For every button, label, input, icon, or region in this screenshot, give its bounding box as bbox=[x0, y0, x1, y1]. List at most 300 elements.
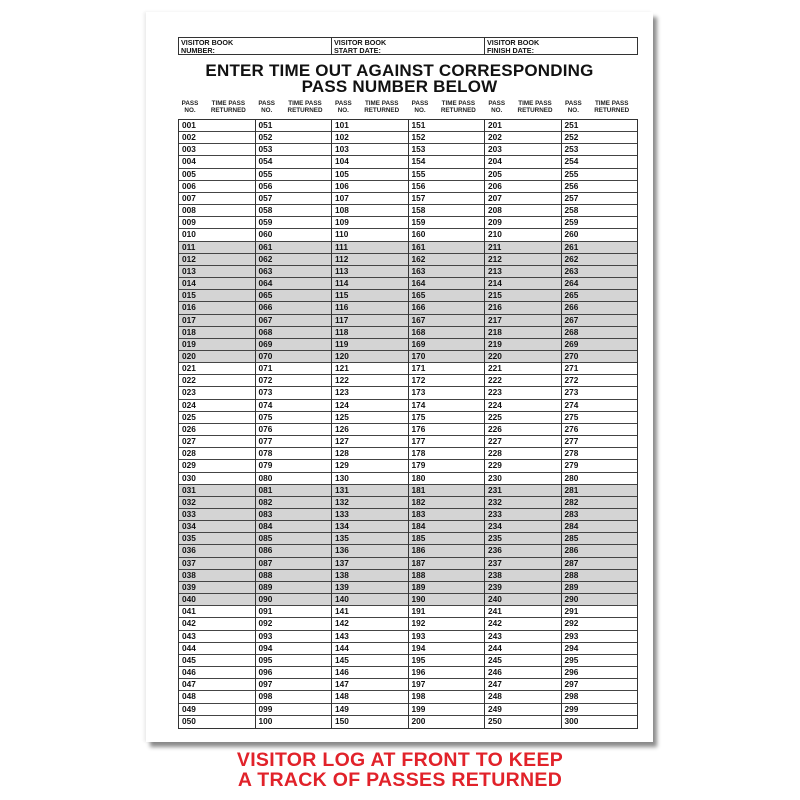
table-row[interactable]: 055 bbox=[256, 169, 332, 181]
table-row[interactable]: 156 bbox=[409, 181, 485, 193]
table-row[interactable]: 077 bbox=[256, 436, 332, 448]
table-row[interactable]: 181 bbox=[409, 485, 485, 497]
table-row[interactable]: 006 bbox=[179, 181, 255, 193]
table-row[interactable]: 031 bbox=[179, 485, 255, 497]
table-row[interactable]: 273 bbox=[562, 387, 638, 399]
table-row[interactable]: 110 bbox=[332, 229, 408, 241]
table-row[interactable]: 140 bbox=[332, 594, 408, 606]
table-row[interactable]: 186 bbox=[409, 545, 485, 557]
table-row[interactable]: 032 bbox=[179, 497, 255, 509]
table-row[interactable]: 179 bbox=[409, 460, 485, 472]
table-row[interactable]: 182 bbox=[409, 497, 485, 509]
table-row[interactable]: 017 bbox=[179, 315, 255, 327]
table-row[interactable]: 144 bbox=[332, 643, 408, 655]
table-row[interactable]: 128 bbox=[332, 448, 408, 460]
table-row[interactable]: 052 bbox=[256, 132, 332, 144]
table-row[interactable]: 075 bbox=[256, 412, 332, 424]
table-row[interactable]: 119 bbox=[332, 339, 408, 351]
table-row[interactable]: 298 bbox=[562, 691, 638, 703]
table-row[interactable]: 170 bbox=[409, 351, 485, 363]
table-row[interactable]: 104 bbox=[332, 156, 408, 168]
table-row[interactable]: 047 bbox=[179, 679, 255, 691]
table-row[interactable]: 172 bbox=[409, 375, 485, 387]
table-row[interactable]: 174 bbox=[409, 400, 485, 412]
table-row[interactable]: 007 bbox=[179, 193, 255, 205]
table-row[interactable]: 139 bbox=[332, 582, 408, 594]
table-row[interactable]: 279 bbox=[562, 460, 638, 472]
table-row[interactable]: 127 bbox=[332, 436, 408, 448]
table-row[interactable]: 053 bbox=[256, 144, 332, 156]
table-row[interactable]: 248 bbox=[485, 691, 561, 703]
table-row[interactable]: 189 bbox=[409, 582, 485, 594]
table-row[interactable]: 177 bbox=[409, 436, 485, 448]
table-row[interactable]: 246 bbox=[485, 667, 561, 679]
table-row[interactable]: 126 bbox=[332, 424, 408, 436]
table-row[interactable]: 155 bbox=[409, 169, 485, 181]
table-row[interactable]: 196 bbox=[409, 667, 485, 679]
table-row[interactable]: 184 bbox=[409, 521, 485, 533]
table-row[interactable]: 286 bbox=[562, 545, 638, 557]
table-row[interactable]: 056 bbox=[256, 181, 332, 193]
table-row[interactable]: 146 bbox=[332, 667, 408, 679]
table-row[interactable]: 299 bbox=[562, 704, 638, 716]
table-row[interactable]: 114 bbox=[332, 278, 408, 290]
table-row[interactable]: 026 bbox=[179, 424, 255, 436]
table-row[interactable]: 097 bbox=[256, 679, 332, 691]
table-row[interactable]: 244 bbox=[485, 643, 561, 655]
table-row[interactable]: 199 bbox=[409, 704, 485, 716]
table-row[interactable]: 203 bbox=[485, 144, 561, 156]
table-row[interactable]: 008 bbox=[179, 205, 255, 217]
table-row[interactable]: 021 bbox=[179, 363, 255, 375]
table-row[interactable]: 168 bbox=[409, 327, 485, 339]
table-row[interactable]: 197 bbox=[409, 679, 485, 691]
table-row[interactable]: 118 bbox=[332, 327, 408, 339]
table-row[interactable]: 088 bbox=[256, 570, 332, 582]
table-row[interactable]: 148 bbox=[332, 691, 408, 703]
table-row[interactable]: 079 bbox=[256, 460, 332, 472]
table-row[interactable]: 212 bbox=[485, 254, 561, 266]
table-row[interactable]: 121 bbox=[332, 363, 408, 375]
table-row[interactable]: 227 bbox=[485, 436, 561, 448]
table-row[interactable]: 285 bbox=[562, 533, 638, 545]
table-row[interactable]: 211 bbox=[485, 242, 561, 254]
table-row[interactable]: 115 bbox=[332, 290, 408, 302]
table-row[interactable]: 035 bbox=[179, 533, 255, 545]
table-row[interactable]: 060 bbox=[256, 229, 332, 241]
table-row[interactable]: 019 bbox=[179, 339, 255, 351]
table-row[interactable]: 193 bbox=[409, 631, 485, 643]
table-row[interactable]: 175 bbox=[409, 412, 485, 424]
table-row[interactable]: 064 bbox=[256, 278, 332, 290]
table-row[interactable]: 210 bbox=[485, 229, 561, 241]
table-row[interactable]: 271 bbox=[562, 363, 638, 375]
table-row[interactable]: 136 bbox=[332, 545, 408, 557]
table-row[interactable]: 081 bbox=[256, 485, 332, 497]
table-row[interactable]: 257 bbox=[562, 193, 638, 205]
table-row[interactable]: 113 bbox=[332, 266, 408, 278]
table-row[interactable]: 204 bbox=[485, 156, 561, 168]
table-row[interactable]: 059 bbox=[256, 217, 332, 229]
table-row[interactable]: 069 bbox=[256, 339, 332, 351]
table-row[interactable]: 276 bbox=[562, 424, 638, 436]
table-row[interactable]: 226 bbox=[485, 424, 561, 436]
table-row[interactable]: 195 bbox=[409, 655, 485, 667]
table-row[interactable]: 283 bbox=[562, 509, 638, 521]
table-row[interactable]: 003 bbox=[179, 144, 255, 156]
table-row[interactable]: 101 bbox=[332, 120, 408, 132]
table-row[interactable]: 066 bbox=[256, 302, 332, 314]
table-row[interactable]: 067 bbox=[256, 315, 332, 327]
table-row[interactable]: 062 bbox=[256, 254, 332, 266]
table-row[interactable]: 296 bbox=[562, 667, 638, 679]
table-row[interactable]: 254 bbox=[562, 156, 638, 168]
table-row[interactable]: 048 bbox=[179, 691, 255, 703]
table-row[interactable]: 165 bbox=[409, 290, 485, 302]
table-row[interactable]: 023 bbox=[179, 387, 255, 399]
table-row[interactable]: 025 bbox=[179, 412, 255, 424]
table-row[interactable]: 080 bbox=[256, 473, 332, 485]
table-row[interactable]: 014 bbox=[179, 278, 255, 290]
table-row[interactable]: 036 bbox=[179, 545, 255, 557]
table-row[interactable]: 045 bbox=[179, 655, 255, 667]
table-row[interactable]: 236 bbox=[485, 545, 561, 557]
table-row[interactable]: 061 bbox=[256, 242, 332, 254]
table-row[interactable]: 071 bbox=[256, 363, 332, 375]
table-row[interactable]: 294 bbox=[562, 643, 638, 655]
table-row[interactable]: 278 bbox=[562, 448, 638, 460]
table-row[interactable]: 049 bbox=[179, 704, 255, 716]
table-row[interactable]: 214 bbox=[485, 278, 561, 290]
table-row[interactable]: 141 bbox=[332, 606, 408, 618]
table-row[interactable]: 123 bbox=[332, 387, 408, 399]
table-row[interactable]: 130 bbox=[332, 473, 408, 485]
table-row[interactable]: 098 bbox=[256, 691, 332, 703]
table-row[interactable]: 178 bbox=[409, 448, 485, 460]
table-row[interactable]: 151 bbox=[409, 120, 485, 132]
table-row[interactable]: 241 bbox=[485, 606, 561, 618]
table-row[interactable]: 163 bbox=[409, 266, 485, 278]
table-row[interactable]: 100 bbox=[258, 715, 273, 726]
table-row[interactable]: 092 bbox=[256, 618, 332, 630]
table-row[interactable]: 164 bbox=[409, 278, 485, 290]
table-row[interactable]: 157 bbox=[409, 193, 485, 205]
table-row[interactable]: 013 bbox=[179, 266, 255, 278]
table-row[interactable]: 230 bbox=[485, 473, 561, 485]
table-row[interactable]: 057 bbox=[256, 193, 332, 205]
table-row[interactable]: 234 bbox=[485, 521, 561, 533]
table-row[interactable]: 038 bbox=[179, 570, 255, 582]
table-row[interactable]: 284 bbox=[562, 521, 638, 533]
table-row[interactable]: 046 bbox=[179, 667, 255, 679]
table-row[interactable]: 074 bbox=[256, 400, 332, 412]
table-row[interactable]: 024 bbox=[179, 400, 255, 412]
table-row[interactable]: 072 bbox=[256, 375, 332, 387]
visitor-book-number-field[interactable] bbox=[179, 38, 332, 54]
table-row[interactable]: 122 bbox=[332, 375, 408, 387]
table-row[interactable]: 289 bbox=[562, 582, 638, 594]
table-row[interactable]: 034 bbox=[179, 521, 255, 533]
table-row[interactable]: 085 bbox=[256, 533, 332, 545]
table-row[interactable]: 287 bbox=[562, 558, 638, 570]
table-row[interactable]: 277 bbox=[562, 436, 638, 448]
table-row[interactable]: 112 bbox=[332, 254, 408, 266]
table-row[interactable]: 028 bbox=[179, 448, 255, 460]
table-row[interactable]: 290 bbox=[562, 594, 638, 606]
table-row[interactable]: 213 bbox=[485, 266, 561, 278]
table-row[interactable]: 191 bbox=[409, 606, 485, 618]
table-row[interactable]: 185 bbox=[409, 533, 485, 545]
table-row[interactable]: 116 bbox=[332, 302, 408, 314]
table-row[interactable]: 269 bbox=[562, 339, 638, 351]
table-row[interactable]: 218 bbox=[485, 327, 561, 339]
table-row[interactable]: 152 bbox=[409, 132, 485, 144]
table-row[interactable]: 018 bbox=[179, 327, 255, 339]
table-row[interactable]: 132 bbox=[332, 497, 408, 509]
table-row[interactable]: 138 bbox=[332, 570, 408, 582]
table-row[interactable]: 263 bbox=[562, 266, 638, 278]
table-row[interactable]: 040 bbox=[179, 594, 255, 606]
table-row[interactable]: 231 bbox=[485, 485, 561, 497]
table-row[interactable]: 153 bbox=[409, 144, 485, 156]
table-row[interactable]: 154 bbox=[409, 156, 485, 168]
table-row[interactable]: 082 bbox=[256, 497, 332, 509]
table-row[interactable]: 051 bbox=[256, 120, 332, 132]
table-row[interactable]: 232 bbox=[485, 497, 561, 509]
table-row[interactable]: 108 bbox=[332, 205, 408, 217]
table-row[interactable]: 078 bbox=[256, 448, 332, 460]
table-row[interactable]: 016 bbox=[179, 302, 255, 314]
table-row[interactable]: 242 bbox=[485, 618, 561, 630]
table-row[interactable]: 270 bbox=[562, 351, 638, 363]
table-row[interactable]: 058 bbox=[256, 205, 332, 217]
table-row[interactable]: 065 bbox=[256, 290, 332, 302]
table-row[interactable]: 274 bbox=[562, 400, 638, 412]
table-row[interactable]: 076 bbox=[256, 424, 332, 436]
table-row[interactable]: 297 bbox=[562, 679, 638, 691]
table-row[interactable]: 222 bbox=[485, 375, 561, 387]
table-row[interactable]: 281 bbox=[562, 485, 638, 497]
table-row[interactable]: 029 bbox=[179, 460, 255, 472]
table-row[interactable]: 288 bbox=[562, 570, 638, 582]
table-row[interactable]: 272 bbox=[562, 375, 638, 387]
table-row[interactable]: 135 bbox=[332, 533, 408, 545]
table-row[interactable]: 243 bbox=[485, 631, 561, 643]
table-row[interactable]: 161 bbox=[409, 242, 485, 254]
visitor-book-start-date-field[interactable] bbox=[332, 38, 485, 54]
table-row[interactable]: 261 bbox=[562, 242, 638, 254]
table-row[interactable]: 106 bbox=[332, 181, 408, 193]
table-row[interactable]: 050 bbox=[182, 715, 196, 726]
table-row[interactable]: 167 bbox=[409, 315, 485, 327]
table-row[interactable]: 251 bbox=[562, 120, 638, 132]
table-row[interactable]: 217 bbox=[485, 315, 561, 327]
table-row[interactable]: 255 bbox=[562, 169, 638, 181]
table-row[interactable]: 001 bbox=[179, 120, 255, 132]
table-row[interactable]: 235 bbox=[485, 533, 561, 545]
table-row[interactable]: 093 bbox=[256, 631, 332, 643]
table-row[interactable]: 015 bbox=[179, 290, 255, 302]
table-row[interactable]: 249 bbox=[485, 704, 561, 716]
table-row[interactable]: 252 bbox=[562, 132, 638, 144]
table-row[interactable]: 158 bbox=[409, 205, 485, 217]
table-row[interactable]: 166 bbox=[409, 302, 485, 314]
table-row[interactable]: 238 bbox=[485, 570, 561, 582]
table-row[interactable]: 205 bbox=[485, 169, 561, 181]
table-row[interactable]: 022 bbox=[179, 375, 255, 387]
table-row[interactable]: 131 bbox=[332, 485, 408, 497]
table-row[interactable]: 160 bbox=[409, 229, 485, 241]
table-row[interactable]: 087 bbox=[256, 558, 332, 570]
table-row[interactable]: 228 bbox=[485, 448, 561, 460]
table-row[interactable]: 044 bbox=[179, 643, 255, 655]
table-row[interactable]: 010 bbox=[179, 229, 255, 241]
table-row[interactable]: 111 bbox=[332, 242, 408, 254]
table-row[interactable]: 247 bbox=[485, 679, 561, 691]
table-row[interactable]: 192 bbox=[409, 618, 485, 630]
table-row[interactable]: 259 bbox=[562, 217, 638, 229]
table-row[interactable]: 253 bbox=[562, 144, 638, 156]
table-row[interactable]: 268 bbox=[562, 327, 638, 339]
table-row[interactable]: 275 bbox=[562, 412, 638, 424]
table-row[interactable]: 180 bbox=[409, 473, 485, 485]
table-row[interactable]: 258 bbox=[562, 205, 638, 217]
table-row[interactable]: 117 bbox=[332, 315, 408, 327]
table-row[interactable]: 041 bbox=[179, 606, 255, 618]
table-row[interactable]: 012 bbox=[179, 254, 255, 266]
table-row[interactable]: 245 bbox=[485, 655, 561, 667]
visitor-book-finish-date-field[interactable] bbox=[485, 38, 637, 54]
table-row[interactable]: 037 bbox=[179, 558, 255, 570]
table-row[interactable]: 233 bbox=[485, 509, 561, 521]
table-row[interactable]: 134 bbox=[332, 521, 408, 533]
table-row[interactable]: 145 bbox=[332, 655, 408, 667]
table-row[interactable]: 221 bbox=[485, 363, 561, 375]
table-row[interactable]: 280 bbox=[562, 473, 638, 485]
table-row[interactable]: 149 bbox=[332, 704, 408, 716]
table-row[interactable]: 215 bbox=[485, 290, 561, 302]
table-row[interactable]: 216 bbox=[485, 302, 561, 314]
table-row[interactable]: 011 bbox=[179, 242, 255, 254]
table-row[interactable]: 194 bbox=[409, 643, 485, 655]
table-row[interactable]: 190 bbox=[409, 594, 485, 606]
table-row[interactable]: 068 bbox=[256, 327, 332, 339]
table-row[interactable]: 207 bbox=[485, 193, 561, 205]
table-row[interactable]: 073 bbox=[256, 387, 332, 399]
table-row[interactable]: 120 bbox=[332, 351, 408, 363]
table-row[interactable]: 220 bbox=[485, 351, 561, 363]
table-row[interactable]: 125 bbox=[332, 412, 408, 424]
table-row[interactable]: 173 bbox=[409, 387, 485, 399]
table-row[interactable]: 206 bbox=[485, 181, 561, 193]
table-row[interactable]: 219 bbox=[485, 339, 561, 351]
table-row[interactable]: 002 bbox=[179, 132, 255, 144]
table-row[interactable]: 090 bbox=[256, 594, 332, 606]
table-row[interactable]: 201 bbox=[485, 120, 561, 132]
table-row[interactable]: 300 bbox=[564, 715, 579, 726]
table-row[interactable]: 086 bbox=[256, 545, 332, 557]
table-row[interactable]: 033 bbox=[179, 509, 255, 521]
table-row[interactable]: 295 bbox=[562, 655, 638, 667]
table-row[interactable]: 237 bbox=[485, 558, 561, 570]
table-row[interactable]: 005 bbox=[179, 169, 255, 181]
table-row[interactable]: 042 bbox=[179, 618, 255, 630]
table-row[interactable]: 171 bbox=[409, 363, 485, 375]
table-row[interactable]: 260 bbox=[562, 229, 638, 241]
table-row[interactable]: 147 bbox=[332, 679, 408, 691]
table-row[interactable]: 084 bbox=[256, 521, 332, 533]
table-row[interactable]: 105 bbox=[332, 169, 408, 181]
table-row[interactable]: 043 bbox=[179, 631, 255, 643]
table-row[interactable]: 089 bbox=[256, 582, 332, 594]
table-row[interactable]: 262 bbox=[562, 254, 638, 266]
table-row[interactable]: 292 bbox=[562, 618, 638, 630]
table-row[interactable]: 250 bbox=[488, 715, 502, 726]
table-row[interactable]: 150 bbox=[335, 715, 349, 726]
table-row[interactable]: 143 bbox=[332, 631, 408, 643]
table-row[interactable]: 083 bbox=[256, 509, 332, 521]
table-row[interactable]: 102 bbox=[332, 132, 408, 144]
table-row[interactable]: 198 bbox=[409, 691, 485, 703]
table-row[interactable]: 209 bbox=[485, 217, 561, 229]
table-row[interactable]: 239 bbox=[485, 582, 561, 594]
table-row[interactable]: 264 bbox=[562, 278, 638, 290]
table-row[interactable]: 004 bbox=[179, 156, 255, 168]
table-row[interactable]: 208 bbox=[485, 205, 561, 217]
table-row[interactable]: 291 bbox=[562, 606, 638, 618]
table-row[interactable]: 187 bbox=[409, 558, 485, 570]
table-row[interactable]: 224 bbox=[485, 400, 561, 412]
table-row[interactable]: 293 bbox=[562, 631, 638, 643]
table-row[interactable]: 267 bbox=[562, 315, 638, 327]
table-row[interactable]: 137 bbox=[332, 558, 408, 570]
table-row[interactable]: 099 bbox=[256, 704, 332, 716]
table-row[interactable]: 159 bbox=[409, 217, 485, 229]
table-row[interactable]: 095 bbox=[256, 655, 332, 667]
table-row[interactable]: 063 bbox=[256, 266, 332, 278]
table-row[interactable]: 020 bbox=[179, 351, 255, 363]
table-row[interactable]: 109 bbox=[332, 217, 408, 229]
table-row[interactable]: 176 bbox=[409, 424, 485, 436]
table-row[interactable]: 107 bbox=[332, 193, 408, 205]
table-row[interactable]: 282 bbox=[562, 497, 638, 509]
table-row[interactable]: 039 bbox=[179, 582, 255, 594]
table-row[interactable]: 240 bbox=[485, 594, 561, 606]
table-row[interactable]: 266 bbox=[562, 302, 638, 314]
table-row[interactable]: 070 bbox=[256, 351, 332, 363]
table-row[interactable]: 183 bbox=[409, 509, 485, 521]
table-row[interactable]: 162 bbox=[409, 254, 485, 266]
table-row[interactable]: 202 bbox=[485, 132, 561, 144]
table-row[interactable]: 256 bbox=[562, 181, 638, 193]
table-row[interactable]: 124 bbox=[332, 400, 408, 412]
table-row[interactable]: 133 bbox=[332, 509, 408, 521]
table-row[interactable]: 265 bbox=[562, 290, 638, 302]
table-row[interactable]: 030 bbox=[179, 473, 255, 485]
table-row[interactable]: 103 bbox=[332, 144, 408, 156]
table-row[interactable]: 009 bbox=[179, 217, 255, 229]
table-row[interactable]: 096 bbox=[256, 667, 332, 679]
table-row[interactable]: 200 bbox=[411, 715, 426, 726]
table-row[interactable]: 091 bbox=[256, 606, 332, 618]
table-row[interactable]: 027 bbox=[179, 436, 255, 448]
table-row[interactable]: 225 bbox=[485, 412, 561, 424]
table-row[interactable]: 129 bbox=[332, 460, 408, 472]
table-row[interactable]: 188 bbox=[409, 570, 485, 582]
table-row[interactable]: 142 bbox=[332, 618, 408, 630]
table-row[interactable]: 169 bbox=[409, 339, 485, 351]
table-row[interactable]: 094 bbox=[256, 643, 332, 655]
